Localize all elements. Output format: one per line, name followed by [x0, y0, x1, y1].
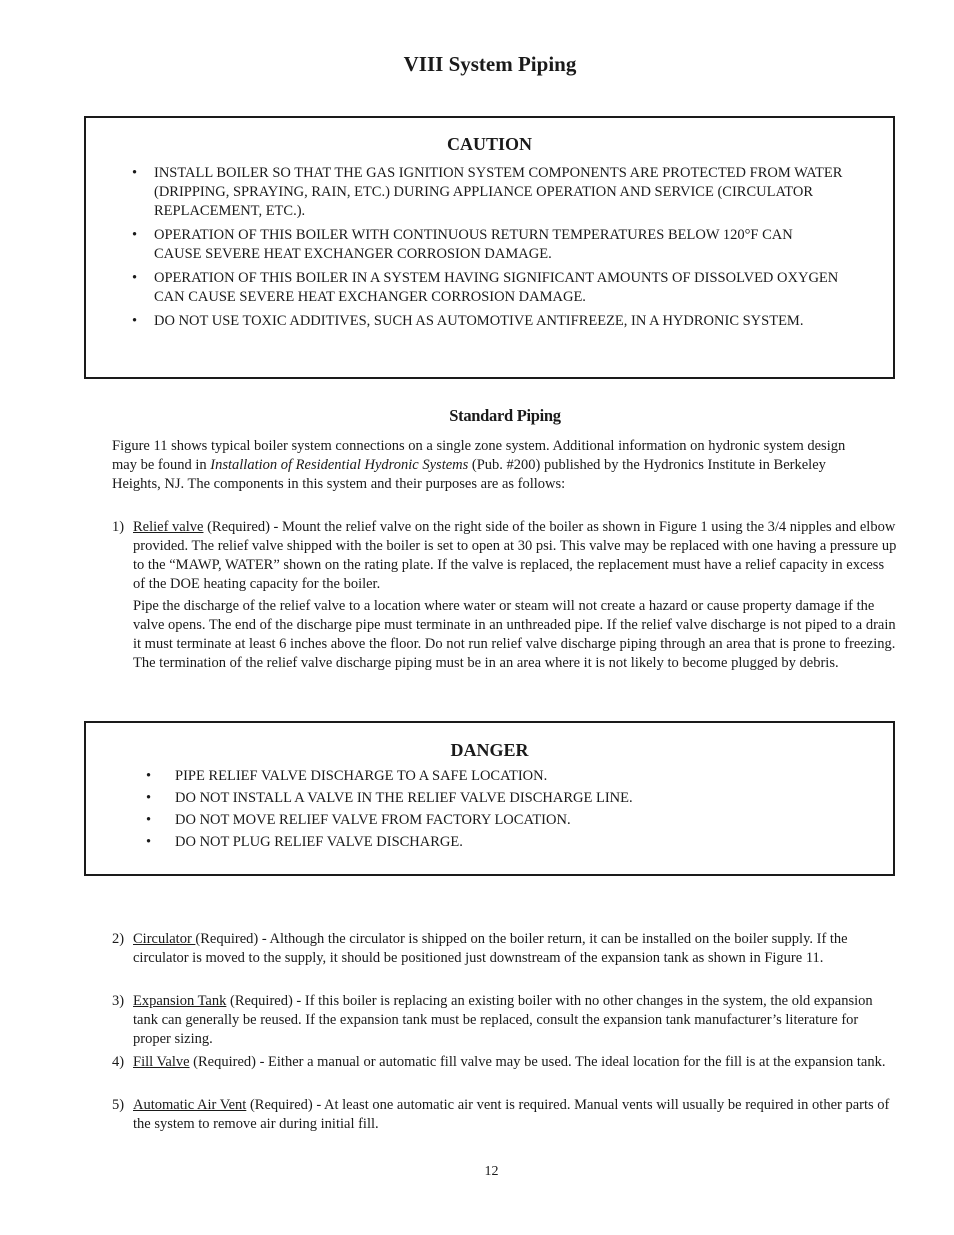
list-item-fill-valve: 4) Fill Valve (Required) - Either a manual or automatic fill valve may be used. The ideal location for the fill is at the expansion tank.: [112, 1054, 886, 1070]
caution-item: • DO NOT USE TOXIC ADDITIVES, SUCH AS AUTOMOTIVE ANTIFREEZE, IN A HYDRONIC SYSTEM.: [132, 313, 804, 329]
caution-list: [86, 164, 893, 331]
item-number: 1): [112, 519, 125, 535]
item-number: 5): [112, 1097, 125, 1113]
danger-list: [86, 767, 893, 852]
list-item-expansion-tank: 3) Expansion Tank (Required) - If this boiler is replacing an existing boiler with no other changes in the system, the old expansion tank can generally be reused. If the expansion tank must be replaced, consult the expansion tank manufacturer’s literature for proper sizing.: [112, 993, 873, 1047]
bullet-icon: •: [132, 313, 138, 329]
bullet-icon: •: [146, 812, 152, 828]
danger-box: [84, 721, 895, 876]
section-heading: Standard Piping: [449, 406, 561, 425]
item-number: 2): [112, 931, 125, 947]
item-term: Circulator: [133, 931, 196, 947]
item-term: Relief valve: [133, 519, 204, 535]
bullet-icon: •: [132, 165, 138, 181]
list-item-air-vent: 5) Automatic Air Vent (Required) - At least one automatic air vent is required. Manual vents will usually be required in other parts of the system to remove air during initial fill.: [112, 1097, 890, 1132]
bullet-icon: •: [146, 790, 152, 806]
danger-item: • DO NOT PLUG RELIEF VALVE DISCHARGE.: [146, 834, 463, 850]
danger-heading: DANGER: [450, 740, 529, 760]
item-extra-paragraph: Pipe the discharge of the relief valve to a location where water or steam will not create a hazard or cause property damage if the valve opens. The end of the discharge pipe must terminate in an unthreaded pipe. If the relief valve discharge is not piped to a drain it must terminate at least 6 inches above the floor. Do not run relief valve discharge piping through an area that is prone to freezing. The termination of the relief valve discharge piping must be in an area where it is not likely to become plugged by debris.: [133, 598, 896, 671]
list-item-circulator: 2) Circulator (Required) - Although the circulator is shipped on the boiler return, it can be installed on the boiler supply. If the circulator is moved to the supply, it should be positioned just downstream of the expansion tank as shown in Figure 11.: [112, 931, 848, 966]
caution-box: [84, 116, 895, 379]
bullet-icon: •: [146, 768, 152, 784]
caution-heading: CAUTION: [446, 134, 532, 154]
list-item-relief-valve: 1) Relief valve (Required) - Mount the relief valve on the right side of the boiler as shown in Figure 1 using the 3/4 nipples and elbow provided. The relief valve shipped with the boiler is set to open at 30 psi. This valve may be replaced with one having a pressure up to the “MAWP, WATER” shown on the rating plate. If the valve is replaced, the replacement must have a relief capacity in excess of the DOE heating capacity for the boiler. Pipe the discharge of the relief valve to a location where water or steam will not create a hazard or cause property damage if the valve opens. The end of the discharge pipe must terminate in an unthreaded pipe. If the relief valve discharge is not piped to a drain it must terminate at least 6 inches above the floor. Do not run relief valve discharge piping through an area that is prone to freezing. The termination of the relief valve discharge piping must be in an area where it is not likely to become plugged by debris.: [112, 519, 897, 671]
danger-item: • DO NOT MOVE RELIEF VALVE FROM FACTORY LOCATION.: [146, 812, 571, 828]
item-number: 4): [112, 1054, 125, 1070]
bullet-icon: •: [132, 270, 138, 286]
item-term: Expansion Tank: [133, 993, 227, 1009]
caution-item: • OPERATION OF THIS BOILER IN A SYSTEM HAVING SIGNIFICANT AMOUNTS OF DISSOLVED OXYGEN CAN CAUSE SEVERE HEAT EXCHANGER CORROSION DAMAGE.: [132, 270, 839, 305]
item-term: Automatic Air Vent: [133, 1097, 247, 1113]
item-number: 3): [112, 993, 125, 1009]
caution-item: • OPERATION OF THIS BOILER WITH CONTINUOUS RETURN TEMPERATURES BELOW 120°F CAN CAUSE SEVERE HEAT EXCHANGER CORROSION DAMAGE.: [132, 227, 793, 262]
item-term: Fill Valve: [133, 1054, 190, 1070]
page-title: VIII System Piping: [403, 52, 577, 76]
danger-item: • PIPE RELIEF VALVE DISCHARGE TO A SAFE LOCATION.: [146, 768, 548, 784]
publication-title: Installation of Residential Hydronic Systems: [210, 457, 469, 473]
intro-paragraph: Figure 11 shows typical boiler system connections on a single zone system. Additional information on hydronic system design may be found in Installation of Residential Hydronic Systems (Pub. #200) published by the Hydronics Institute in Berkeley Heights, NJ. The components in this system and their purposes are as follows:: [112, 438, 846, 492]
caution-item: • INSTALL BOILER SO THAT THE GAS IGNITION SYSTEM COMPONENTS ARE PROTECTED FROM WATER (DRIPPING, SPRAYING, RAIN, ETC.) DURING APPLIANCE OPERATION AND SERVICE (CIRCULATOR REPLACEMENT, ETC.).: [132, 165, 843, 219]
bullet-icon: •: [132, 227, 138, 243]
bullet-icon: •: [146, 834, 152, 850]
danger-item: • DO NOT INSTALL A VALVE IN THE RELIEF VALVE DISCHARGE LINE.: [146, 790, 633, 806]
page-number: 12: [484, 1164, 499, 1179]
